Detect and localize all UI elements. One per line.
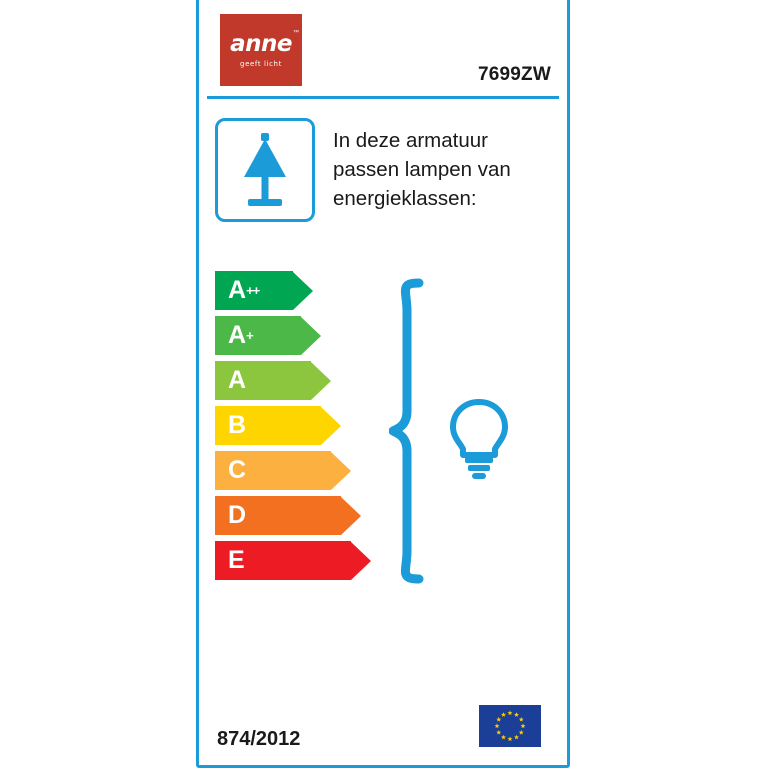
energy-class-list bbox=[215, 271, 375, 586]
label-footer bbox=[199, 695, 567, 765]
trademark-symbol: ™ bbox=[293, 30, 299, 36]
arrow-body bbox=[215, 541, 351, 580]
energy-class-letter: E bbox=[228, 546, 245, 574]
eu-star bbox=[495, 723, 500, 728]
arrow-tip bbox=[311, 362, 331, 400]
energy-class-arrow-a bbox=[215, 361, 331, 400]
eu-star bbox=[514, 712, 519, 717]
statement-line-2: passen lampen van bbox=[333, 158, 511, 182]
bulb-area bbox=[389, 271, 544, 591]
table-lamp-icon bbox=[218, 121, 312, 219]
arrow-tip bbox=[341, 497, 361, 535]
arrow-tip bbox=[293, 272, 313, 310]
energy-class-letter: C bbox=[228, 456, 247, 484]
eu-star bbox=[521, 723, 526, 728]
model-code: 7699ZW bbox=[477, 64, 551, 85]
brand-name: anne bbox=[230, 30, 292, 57]
energy-class-arrow-a1 bbox=[215, 316, 321, 355]
brace-and-bulb-group bbox=[389, 271, 544, 591]
eu-star bbox=[508, 710, 513, 715]
energy-class-letter: D bbox=[228, 501, 247, 529]
statement-block bbox=[215, 118, 551, 228]
energy-class-arrow-c bbox=[215, 451, 351, 490]
eu-star bbox=[496, 717, 501, 722]
energy-class-row bbox=[215, 496, 375, 535]
eu-star bbox=[519, 730, 524, 735]
eu-star bbox=[501, 735, 506, 740]
brand-logo bbox=[220, 14, 302, 86]
energy-class-letter: A bbox=[228, 366, 247, 394]
light-bulb-icon bbox=[453, 402, 505, 479]
energy-class-letter: A bbox=[228, 276, 247, 304]
eu-flag-stars bbox=[479, 705, 541, 747]
arrow-body bbox=[215, 361, 311, 400]
arrow-tip bbox=[301, 317, 321, 355]
arrow-tip bbox=[321, 407, 341, 445]
statement-line-3: energieklassen: bbox=[333, 187, 477, 211]
arrow-body bbox=[215, 316, 301, 355]
energy-class-superscript: ++ bbox=[246, 283, 260, 298]
arrow-tip bbox=[351, 542, 371, 580]
energy-class-row bbox=[215, 451, 375, 490]
eu-star bbox=[508, 736, 513, 741]
statement-text bbox=[333, 126, 563, 213]
regulation-number: 874/2012 bbox=[217, 728, 301, 750]
energy-class-row bbox=[215, 541, 375, 580]
eu-star bbox=[519, 717, 524, 722]
energy-class-arrow-d bbox=[215, 496, 361, 535]
arrow-body bbox=[215, 271, 293, 310]
energy-class-arrow-e bbox=[215, 541, 371, 580]
energy-class-row bbox=[215, 271, 375, 310]
eu-star bbox=[501, 712, 506, 717]
label-header bbox=[199, 0, 567, 101]
arrow-tip bbox=[331, 452, 351, 490]
header-divider bbox=[207, 96, 559, 99]
statement-line-1: In deze armatuur bbox=[333, 129, 488, 152]
energy-label-card bbox=[196, 0, 570, 768]
energy-class-superscript: + bbox=[246, 328, 253, 343]
arrow-body bbox=[215, 496, 341, 535]
eu-flag-icon bbox=[479, 705, 541, 747]
energy-class-letter: A bbox=[228, 321, 247, 349]
energy-class-arrow-a2 bbox=[215, 271, 313, 310]
energy-class-letter: B bbox=[228, 411, 247, 439]
arrow-body bbox=[215, 406, 321, 445]
energy-class-arrow-b bbox=[215, 406, 341, 445]
brand-tagline: geeft licht bbox=[240, 59, 282, 68]
eu-star bbox=[514, 735, 519, 740]
energy-class-row bbox=[215, 361, 375, 400]
energy-class-row bbox=[215, 316, 375, 355]
lamp-icon-box bbox=[215, 118, 315, 222]
eu-star bbox=[496, 730, 501, 735]
energy-class-row bbox=[215, 406, 375, 445]
arrow-body bbox=[215, 451, 331, 490]
curly-brace-icon bbox=[393, 283, 419, 579]
